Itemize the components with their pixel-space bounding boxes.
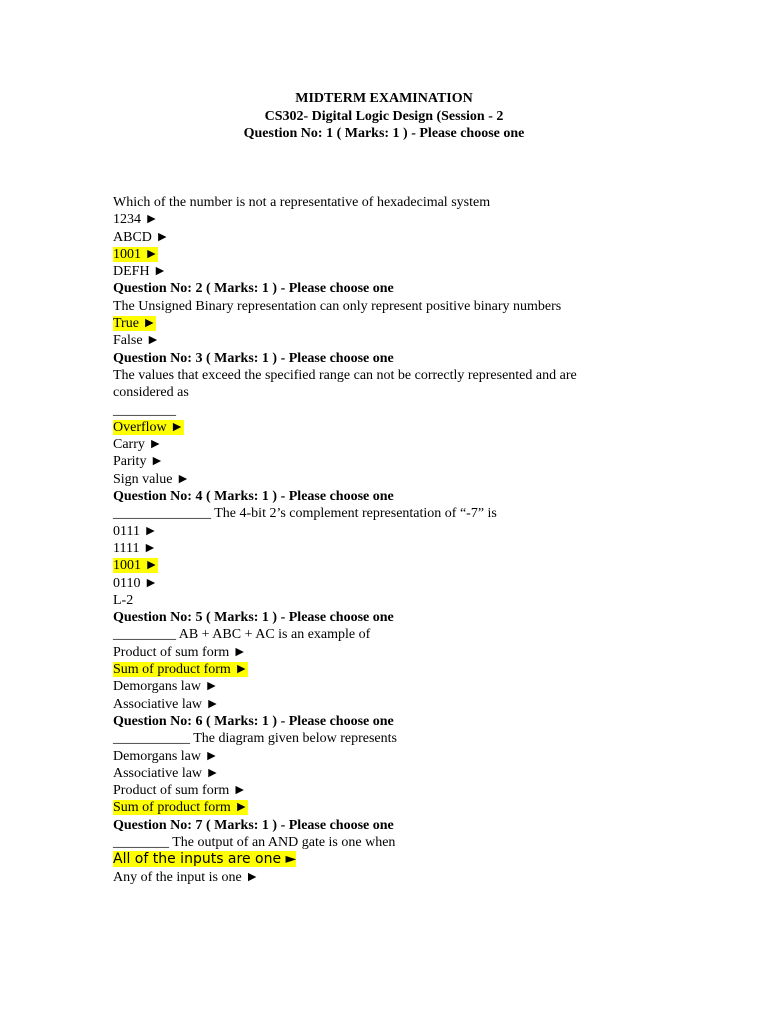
- highlighted-answer: Sum of product form ►: [113, 800, 249, 816]
- option-label: Associative law ►: [113, 696, 220, 712]
- option-label: Product of sum form ►: [113, 644, 247, 660]
- option-item: [113, 263, 713, 280]
- question-4-text: ______________ The 4-bit 2’s complement representation of “-7” is: [113, 506, 497, 522]
- option-item: [113, 471, 713, 488]
- option-item: [113, 575, 713, 592]
- option-label: Parity ►: [113, 454, 164, 470]
- option-item-correct: [113, 799, 713, 816]
- option-label: Demorgans law ►: [113, 748, 219, 764]
- option-item: [113, 229, 713, 246]
- question-6-text: ___________ The diagram given below represents: [113, 731, 397, 747]
- question-5-title: Question No: 5 ( Marks: 1 ) - Please choose one: [113, 610, 394, 626]
- option-label: Carry ►: [113, 437, 163, 453]
- question-1-title: Question No: 1 ( Marks: 1 ) - Please choose one: [243, 126, 525, 141]
- exam-title: MIDTERM EXAMINATION: [295, 91, 473, 106]
- course-title: CS302- Digital Logic Design (Session - 2: [264, 108, 504, 124]
- option-item: [113, 782, 713, 799]
- question-5-text: _________ AB + ABC + AC is an example of: [113, 627, 371, 643]
- option-label: 1111 ►: [113, 540, 157, 556]
- option-item-correct: [113, 557, 713, 574]
- option-item: [113, 765, 713, 782]
- option-label: 0111 ►: [113, 523, 158, 539]
- option-item: [113, 678, 713, 695]
- option-label: ABCD ►: [113, 229, 170, 245]
- highlighted-answer: 1001 ►: [113, 246, 159, 262]
- option-label: Product of sum form ►: [113, 783, 247, 799]
- option-item: [113, 436, 713, 453]
- option-label: DEFH ►: [113, 264, 167, 280]
- question-2-text: The Unsigned Binary representation can only represent positive binary numbers: [113, 298, 562, 314]
- option-item: [113, 540, 713, 557]
- highlighted-answer: Overflow ►: [113, 419, 185, 435]
- option-label: Associative law ►: [113, 765, 220, 781]
- option-item: [113, 644, 713, 661]
- option-label: 1234 ►: [113, 212, 159, 228]
- option-item-correct: [113, 315, 713, 332]
- question-1-text: Which of the number is not a representative of hexadecimal system: [113, 195, 491, 210]
- question-4-title: Question No: 4 ( Marks: 1 ) - Please choose one: [113, 489, 394, 505]
- option-item: [113, 211, 713, 228]
- option-item-correct: [113, 419, 713, 436]
- option-item: [113, 453, 713, 470]
- option-label: 0110 ►: [113, 575, 158, 591]
- highlighted-answer: True ►: [113, 316, 157, 332]
- question-3-blank: _________: [113, 402, 176, 418]
- option-item-correct: [113, 851, 713, 868]
- option-item: [113, 523, 713, 540]
- question-3-title: Question No: 3 ( Marks: 1 ) - Please choose one: [113, 350, 394, 366]
- document-body: [113, 194, 713, 886]
- highlighted-answer: Sum of product form ►: [113, 662, 249, 678]
- question-6-title: Question No: 6 ( Marks: 1 ) - Please choose one: [113, 713, 394, 729]
- option-label: Any of the input is one ►: [113, 869, 260, 885]
- page-marker: L-2: [113, 592, 134, 608]
- option-label: Demorgans law ►: [113, 679, 219, 695]
- option-item: [113, 332, 713, 349]
- option-label: Sign value ►: [113, 471, 190, 487]
- highlighted-answer: All of the inputs are one ►: [113, 851, 297, 868]
- question-7-title: Question No: 7 ( Marks: 1 ) - Please choose one: [113, 817, 394, 833]
- question-3-text: The values that exceed the specified range can not be correctly represented and are considered as: [113, 367, 577, 401]
- option-item: [113, 869, 713, 886]
- option-item: [113, 696, 713, 713]
- document-header: [0, 90, 768, 143]
- question-2-title: Question No: 2 ( Marks: 1 ) - Please choose one: [113, 281, 394, 297]
- option-label: False ►: [113, 333, 160, 349]
- highlighted-answer: 1001 ►: [113, 558, 159, 574]
- question-7-text: ________ The output of an AND gate is one when: [113, 834, 396, 850]
- option-item-correct: [113, 246, 713, 263]
- option-item-correct: [113, 661, 713, 678]
- option-item: [113, 748, 713, 765]
